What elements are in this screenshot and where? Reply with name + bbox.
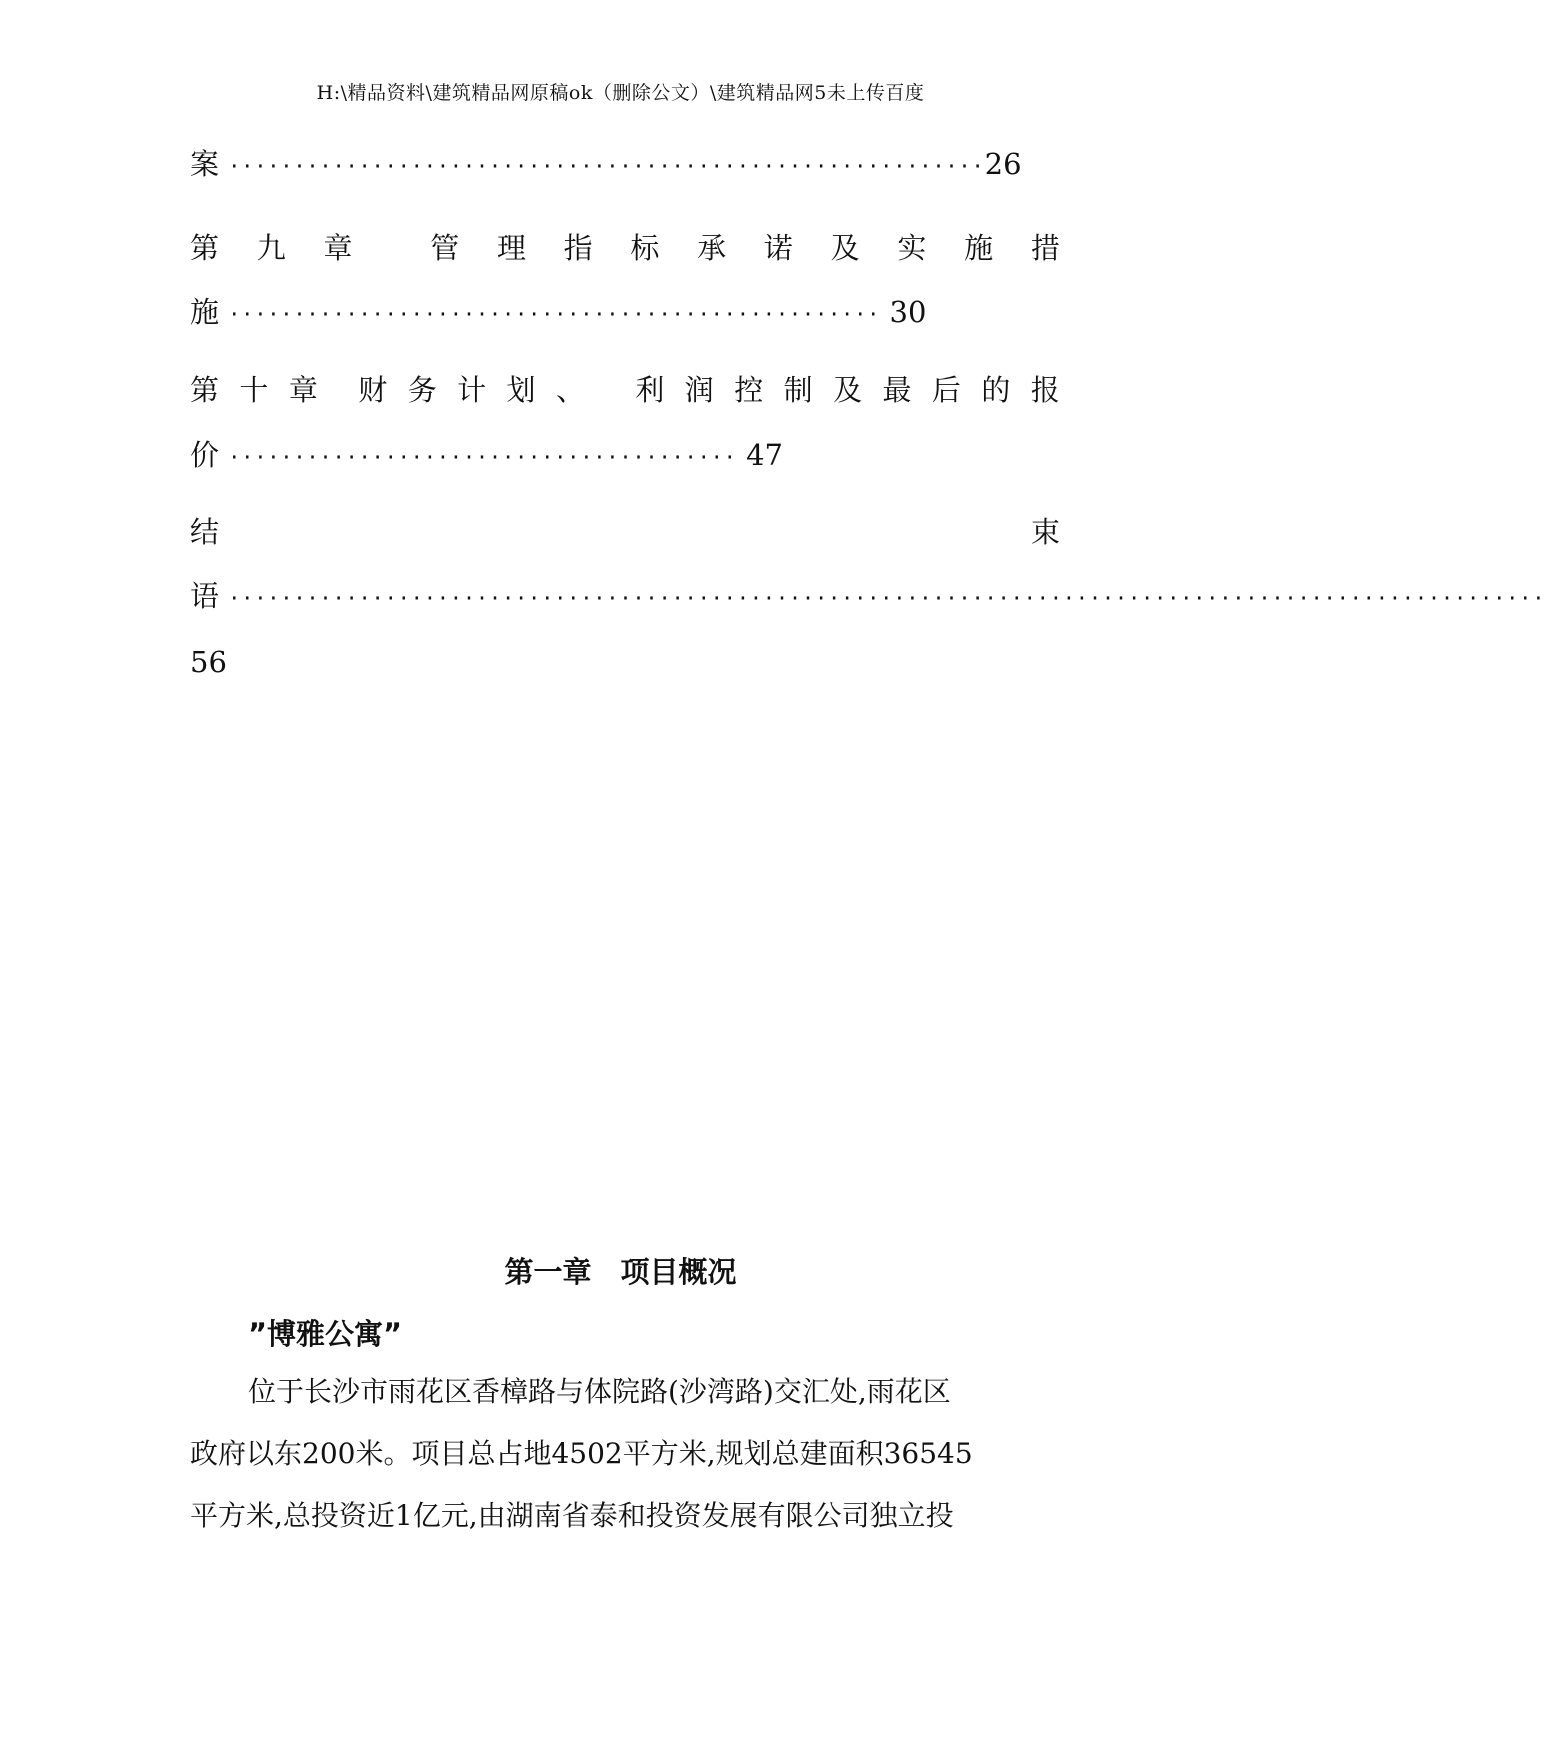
toc-char: 务 [407, 373, 437, 407]
toc-char: 措 [1030, 231, 1060, 265]
toc-entry-3-line2 [190, 438, 783, 472]
toc-entry-3-tail: 价 [190, 438, 220, 472]
toc-char: 实 [897, 231, 927, 265]
toc-char: 指 [563, 231, 593, 265]
toc-char: 章 [323, 231, 353, 265]
toc-entry-4-line2 [190, 579, 1545, 613]
toc-char: 十 [239, 373, 269, 407]
toc-char: 理 [496, 231, 526, 265]
toc-char: 第 [190, 373, 220, 407]
section-subtitle: ”博雅公寓” [248, 1317, 403, 1351]
paragraph-line-2: 政府以东200米。项目总占地4502平方米,规划总建面积36545 [190, 1437, 973, 1470]
toc-char: 的 [981, 373, 1011, 407]
toc-char: 九 [256, 231, 286, 265]
toc-entry-2-page: 30 [889, 295, 927, 329]
toc-char: 、 [555, 373, 585, 407]
document-header-path: H:\精品资料\建筑精品网原稿ok（删除公文）\建筑精品网5未上传百度 [316, 82, 925, 104]
toc-char: 第 [190, 231, 220, 265]
paragraph-line-3: 平方米,总投资近1亿元,由湖南省泰和投资发展有限公司独立投 [190, 1499, 954, 1532]
toc-entry-2-line2 [190, 295, 927, 329]
toc-char: 承 [697, 231, 727, 265]
toc-char: 财 [358, 373, 388, 407]
toc-char: 划 [506, 373, 536, 407]
paragraph-line-1: 位于长沙市雨花区香樟路与体院路(沙湾路)交汇处,雨花区 [248, 1375, 951, 1408]
toc-char: 诺 [763, 231, 793, 265]
toc-char: 利 [635, 373, 665, 407]
toc-char: 计 [457, 373, 487, 407]
toc-char: 章 [288, 373, 318, 407]
toc-entry-2-line1 [190, 231, 1060, 265]
toc-entry-4-tail: 语 [190, 579, 220, 613]
toc-char: 控 [734, 373, 764, 407]
toc-char: 束 [1030, 515, 1060, 549]
toc-entry-4-page: 56 [190, 645, 227, 679]
toc-char: 后 [931, 373, 961, 407]
toc-entry-3-dots: ······································· [228, 445, 737, 469]
toc-char: 润 [684, 373, 714, 407]
toc-char: 结 [190, 515, 220, 549]
chapter-title: 第一章 项目概况 [504, 1255, 737, 1289]
toc-entry-1 [190, 147, 1022, 181]
toc-entry-4-line1 [190, 515, 1060, 549]
toc-entry-4-dots: ····································································································· [228, 586, 1545, 610]
toc-entry-1-page: 26 [984, 147, 1022, 181]
toc-entry-3-page: 47 [746, 438, 783, 472]
toc-char: 制 [783, 373, 813, 407]
toc-char: 最 [882, 373, 912, 407]
toc-entry-2-tail: 施 [190, 295, 220, 329]
toc-entry-1-text: 案 [190, 147, 220, 181]
toc-char: 标 [630, 231, 660, 265]
toc-char: 及 [833, 373, 863, 407]
toc-char: 及 [830, 231, 860, 265]
toc-char: 报 [1030, 373, 1060, 407]
toc-entry-3-line1 [190, 373, 1060, 407]
toc-entry-1-dots: ·························································· [228, 154, 985, 178]
toc-char: 管 [430, 231, 460, 265]
toc-entry-2-dots: ·················································· [228, 302, 881, 326]
toc-char: 施 [964, 231, 994, 265]
